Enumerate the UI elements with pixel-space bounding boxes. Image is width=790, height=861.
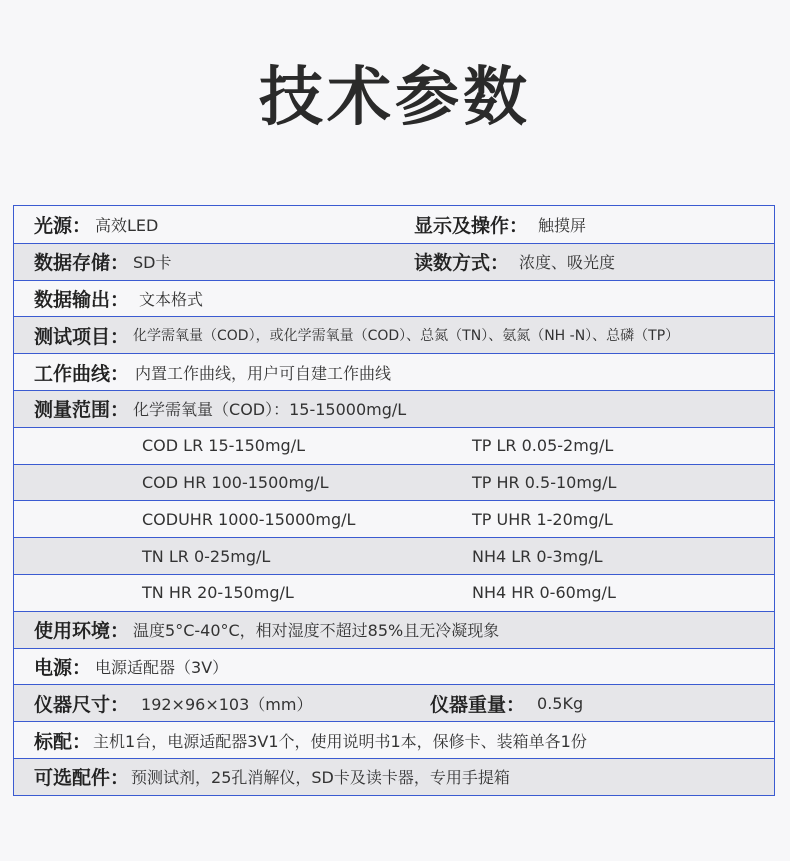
light-source-cell (34, 206, 158, 243)
range-right: TP UHR 1-20mg/L (472, 509, 613, 529)
row-size-weight (14, 684, 774, 721)
power-label: 电源： (34, 656, 92, 679)
row-storage-reading (14, 243, 774, 280)
storage-label: 数据存储： (34, 252, 130, 275)
range-row (14, 500, 774, 537)
row-standard (14, 721, 774, 758)
power-value: 电源适配器（3V） (95, 657, 229, 677)
range-row (14, 427, 774, 464)
light-source-value: 高效LED (95, 215, 159, 235)
range-right: TP HR 0.5-10mg/L (472, 472, 617, 492)
display-cell (414, 206, 586, 243)
range-cell (34, 391, 406, 427)
range-label: 测量范围： (34, 399, 130, 422)
items-label: 测试项目： (34, 325, 130, 348)
range-right: NH4 LR 0-3mg/L (472, 546, 603, 566)
optional-label: 可选配件： (34, 767, 130, 790)
range-value: 化学需氧量（COD）：15-15000mg/L (133, 400, 407, 420)
storage-value: SD卡 (133, 253, 172, 273)
env-cell (34, 612, 499, 648)
standard-value: 主机1台，电源适配器3V1个，使用说明书1本，保修卡、装箱单各1份 (93, 731, 587, 751)
optional-cell (34, 759, 510, 795)
display-label: 显示及操作： (414, 214, 529, 237)
reading-label: 读数方式： (414, 252, 510, 275)
display-value: 触摸屏 (538, 215, 587, 235)
row-optional (14, 758, 774, 795)
range-row (14, 574, 774, 611)
env-value: 温度5°C-40°C，相对湿度不超过85%且无冷凝现象 (133, 621, 500, 641)
row-power (14, 648, 774, 685)
env-label: 使用环境： (34, 620, 130, 643)
row-curve (14, 353, 774, 390)
size-cell (34, 685, 312, 721)
curve-label: 工作曲线： (34, 362, 130, 385)
reading-value: 浓度、吸光度 (519, 253, 616, 273)
range-left: CODUHR 1000-15000mg/L (142, 509, 356, 529)
spec-table (13, 205, 775, 796)
range-row (14, 464, 774, 501)
standard-label: 标配： (34, 730, 92, 753)
page-title: 技术参数 (259, 61, 531, 135)
range-left: TN HR 20-150mg/L (142, 583, 294, 603)
output-label: 数据输出： (34, 288, 130, 311)
weight-value: 0.5Kg (537, 693, 584, 713)
range-left: COD LR 15-150mg/L (142, 436, 306, 456)
size-value: 192×96×103（mm） (141, 694, 313, 714)
row-range (14, 390, 774, 427)
range-left: TN LR 0-25mg/L (142, 546, 271, 566)
optional-value: 预测试剂，25孔消解仪，SD卡及读卡器，专用手提箱 (131, 768, 510, 788)
row-env (14, 611, 774, 648)
output-value: 文本格式 (139, 289, 204, 309)
items-value: 化学需氧量（COD），或化学需氧量（COD）、总氮（TN）、氨氮（NH -N）、总磷（TP） (133, 328, 680, 345)
weight-cell (430, 685, 583, 721)
storage-cell (34, 244, 172, 280)
size-label: 仪器尺寸： (34, 693, 130, 716)
range-right: TP LR 0.05-2mg/L (472, 436, 614, 456)
standard-cell (34, 722, 587, 758)
curve-value: 内置工作曲线，用户可自建工作曲线 (135, 363, 392, 383)
weight-label: 仪器重量： (430, 693, 526, 716)
output-cell (34, 281, 203, 317)
row-items (14, 316, 774, 353)
row-output (14, 280, 774, 317)
power-cell (34, 649, 228, 685)
row-light-source-display (14, 206, 774, 243)
items-cell (34, 317, 679, 353)
light-source-label: 光源： (34, 214, 92, 237)
range-right: NH4 HR 0-60mg/L (472, 583, 616, 603)
reading-cell (414, 244, 615, 280)
curve-cell (34, 354, 391, 390)
range-left: COD HR 100-1500mg/L (142, 472, 329, 492)
range-row (14, 537, 774, 574)
